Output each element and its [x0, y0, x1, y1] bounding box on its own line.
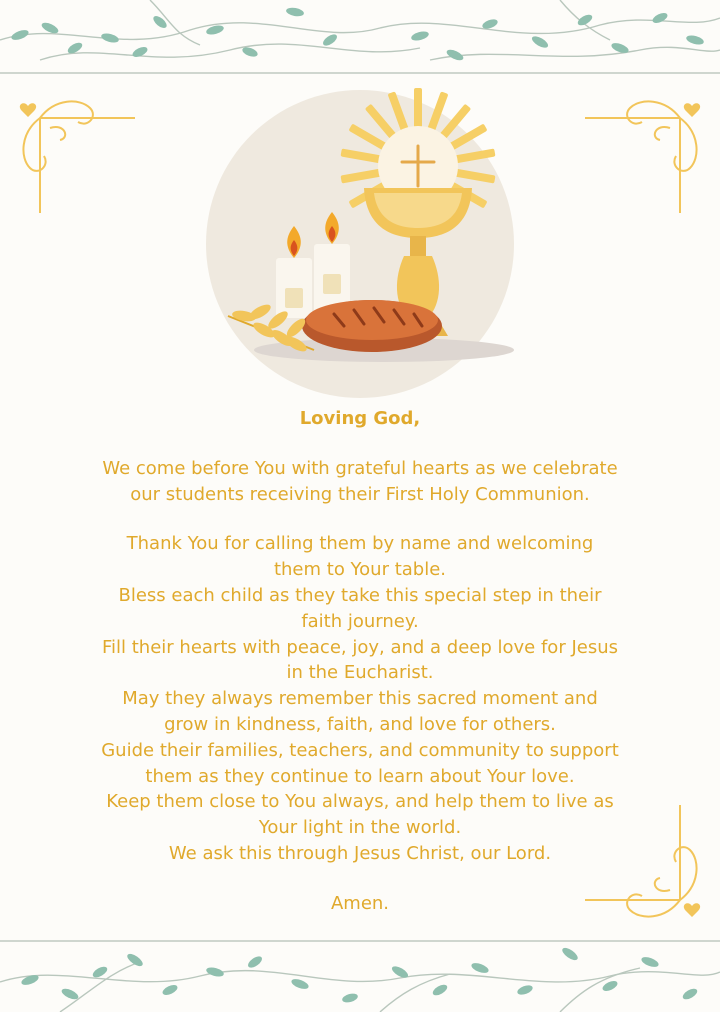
prayer-closing: Amen.: [330, 892, 390, 914]
body-line: Your light in the world.: [258, 817, 462, 839]
prayer-text: [90, 406, 630, 917]
body-line: them to Your table.: [273, 559, 447, 581]
swirl-corner-ornament-top-left: [10, 88, 140, 218]
body-line: faith journey.: [301, 610, 419, 632]
prayer-intro: [90, 456, 630, 508]
top-vine-border: [0, 0, 720, 82]
body-line: Thank You for calling them by name and welcoming: [126, 533, 594, 555]
intro-line: We come before You with grateful hearts as we celebrate: [102, 457, 618, 479]
body-line: May they always remember this sacred moment and: [122, 688, 598, 710]
communion-illustration: [204, 88, 516, 400]
body-line: We ask this through Jesus Christ, our Lord.: [168, 842, 552, 864]
body-line: them as they continue to learn about Your love.: [145, 765, 575, 787]
prayer-greeting: Loving God,: [299, 408, 421, 429]
body-line: Keep them close to You always, and help them to live as: [106, 791, 614, 813]
swirl-corner-ornament-top-right: [580, 88, 710, 218]
intro-line: our students receiving their First Holy Communion.: [130, 483, 590, 505]
body-line: Guide their families, teachers, and community to support: [101, 739, 619, 761]
body-line: in the Eucharist.: [286, 662, 434, 684]
body-line: grow in kindness, faith, and love for others.: [164, 713, 556, 735]
body-line: Fill their hearts with peace, joy, and a deep love for Jesus: [101, 636, 618, 658]
bottom-vine-border: [0, 932, 720, 1012]
bread-loaf-icon: [302, 300, 442, 352]
prayer-body: [90, 531, 630, 866]
body-line: Bless each child as they take this special step in their: [118, 584, 602, 606]
top-divider-line: [0, 72, 720, 74]
